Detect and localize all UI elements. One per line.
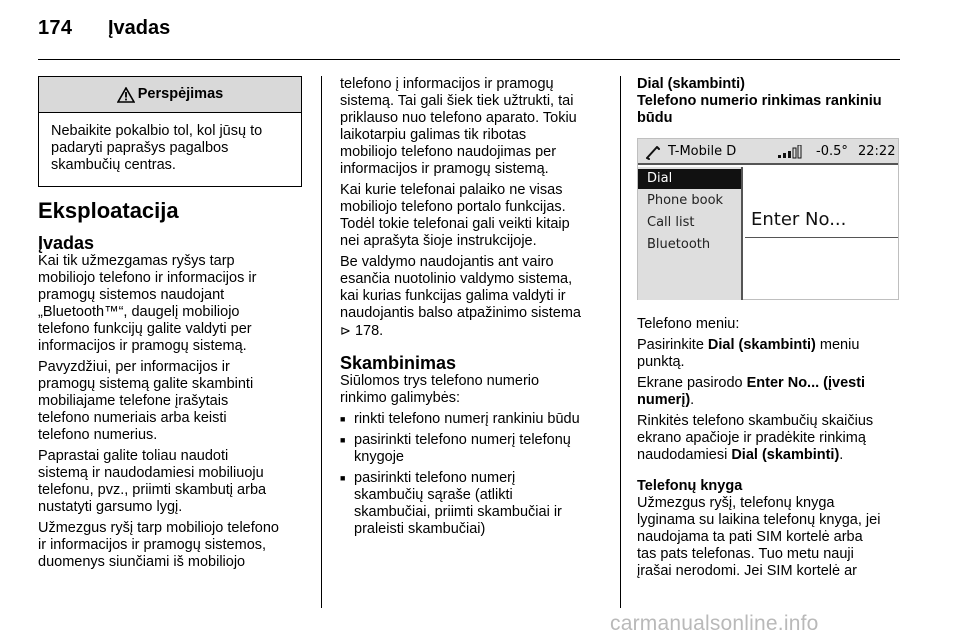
text-line: praleisti skambučiai)	[354, 521, 486, 537]
menu-item-dial[interactable]: Dial	[638, 169, 741, 189]
text-line: Kai kurie telefonai palaiko ne visas	[340, 182, 563, 198]
subsection-heading	[637, 93, 902, 127]
screen-divider	[745, 237, 898, 238]
text-line: skambučiai, priimti skambučiai ir	[354, 504, 562, 520]
column-2	[340, 76, 603, 542]
paragraph	[38, 448, 302, 516]
text-line: mobiliojo telefono naudojimas per	[340, 144, 557, 160]
text-line: telefonu, pvz., priimti skambutį arba	[38, 482, 267, 498]
paragraph	[38, 359, 302, 444]
paragraph	[340, 373, 603, 407]
menu-item-phone-book[interactable]: Phone book	[647, 193, 724, 208]
clock-time: 22:22	[858, 144, 896, 159]
section-heading: Eksploatacija	[38, 198, 179, 223]
text-line: ■ pasirinkti telefono numerį telefonų	[354, 432, 571, 448]
text-line: telefono numerius.	[38, 427, 158, 443]
text-line: duomenys siunčiami iš mobiliojo	[38, 554, 246, 570]
text-line: lyginama su laikina telefonų knyga, jei	[637, 512, 881, 528]
text-span: naudodamiesi	[637, 447, 732, 463]
text-line: pramogų sistemos naudojant	[38, 287, 225, 303]
list-item	[340, 432, 603, 466]
site-watermark: carmanualsonline.info	[610, 612, 819, 635]
text-line: telefono į informacijos ir pramogų	[340, 76, 554, 92]
text-line: informacijos ir pramogų sistemą.	[38, 338, 247, 354]
text-line: Užmezgus ryšį, telefonų knyga	[637, 495, 835, 511]
paragraph	[38, 253, 302, 355]
text-span: meniu	[815, 337, 860, 353]
warning-header	[39, 77, 301, 113]
text-span: .	[690, 392, 695, 408]
menu-item-call-list[interactable]: Call list	[647, 215, 695, 230]
list-item	[340, 411, 603, 428]
paragraph	[340, 76, 603, 178]
text-line: knygoje	[354, 449, 404, 465]
text-line: Užmezgus ryšį tarp mobiliojo telefono	[38, 520, 279, 536]
enter-number-prompt: Enter No...	[751, 209, 847, 230]
paragraph	[637, 413, 902, 464]
text-line: Nebaikite pokalbio tol, kol jūsų to	[51, 123, 263, 139]
text-line: Kai tik užmezgamas ryšys tarp	[38, 253, 235, 269]
text-line: Todėl tokie telefonai gali veikti kitaip	[340, 216, 570, 232]
text-span: Pasirinkite	[637, 337, 708, 353]
text-line: „Bluetooth™“, daugelį mobiliojo	[38, 304, 240, 320]
page-ref-number: 178.	[354, 323, 384, 339]
text-line: nustatyti garsumo lygį.	[38, 499, 183, 515]
subsection-heading: Įvadas	[38, 233, 95, 253]
screen-menu	[638, 167, 743, 300]
section-heading: Dial (skambinti)	[637, 76, 745, 92]
text-line: nei aprašyta šioje instrukcijoje.	[340, 233, 537, 249]
text-line: pramogų sistemą galite skambinti	[38, 376, 254, 392]
page-reference[interactable]	[340, 322, 603, 340]
phone-handset-icon	[645, 144, 661, 160]
text-line: informacijos ir pramogų sistemą.	[340, 161, 549, 177]
page-number: 174	[38, 17, 73, 39]
warning-text	[39, 113, 301, 174]
text-line: skambučių sąraše (atlikti	[354, 487, 513, 503]
section-heading: Telefonų knyga	[637, 478, 743, 494]
text-span: Ekrane pasirodo	[637, 375, 747, 391]
signal-strength-icon	[778, 145, 804, 159]
paragraph	[637, 495, 902, 580]
menu-term: Dial (skambinti)	[731, 447, 840, 463]
section-heading: Skambinimas	[340, 353, 457, 373]
text-line: esančia nuotolinio valdymo sistema,	[340, 271, 573, 287]
text-line: Rinkitės telefono skambučių skaičius	[637, 413, 874, 429]
text-line: mobiliojo telefono portalo funkcijas.	[340, 199, 566, 215]
paragraph	[637, 337, 902, 371]
text-line: telefono funkcijų galite valdyti per	[38, 321, 252, 337]
text-line: įrašai nerodomi. Jei SIM kortelė ar	[637, 563, 857, 579]
caption: Telefono meniu:	[637, 316, 740, 332]
menu-term: Dial (skambinti)	[707, 337, 816, 353]
dial-options-list	[340, 411, 603, 538]
list-item	[340, 470, 603, 538]
text-line: Be valdymo naudojantis ant vairo	[340, 254, 554, 270]
column-divider-2	[620, 76, 621, 608]
column-3	[637, 76, 902, 584]
text-line: mobiliajame telefone įrašytais	[38, 393, 229, 409]
phone-menu-screenshot	[637, 138, 899, 300]
text-line: skambučių centras.	[51, 157, 176, 173]
text-line: būdu	[637, 110, 673, 126]
text-line: ■ pasirinkti telefono numerį	[354, 470, 516, 486]
text-line: laikotarpiu galimas tik ribotas	[340, 127, 527, 143]
outside-temperature: -0.5°	[816, 144, 848, 159]
text-line: tas pats telefonas. Tuo metu nauji	[637, 546, 854, 562]
text-line: mobiliojo telefono ir informacijos ir	[38, 270, 257, 286]
paragraph	[340, 182, 603, 250]
page-ref-arrow-icon: ⊳	[340, 323, 351, 338]
text-line: ■ rinkti telefono numerį rankiniu būdu	[354, 411, 580, 427]
text-line: priklauso nuo telefono aparato. Tokiu	[340, 110, 577, 126]
paragraph	[340, 254, 603, 340]
paragraph	[38, 520, 302, 571]
text-line: Pavyzdžiui, per informacijos ir	[38, 359, 230, 375]
text-line: Siūlomos trys telefono numerio	[340, 373, 540, 389]
text-line: telefono numeriais arba keisti	[38, 410, 227, 426]
text-line: kai kurias funkcijas galima valdyti ir	[340, 288, 566, 304]
page-header	[38, 17, 900, 60]
text-line: Telefono numerio rinkimas rankiniu	[637, 93, 882, 109]
warning-triangle-icon	[117, 87, 135, 103]
text-line: Paprastai galite toliau naudoti	[38, 448, 229, 464]
warning-box	[38, 76, 302, 187]
column-divider-1	[321, 76, 322, 608]
column-1	[38, 76, 302, 575]
text-line: padaryti paprašys pagalbos	[51, 140, 229, 156]
text-line: ekrano apačioje ir pradėkite rinkimą	[637, 430, 866, 446]
chapter-title: Įvadas	[108, 17, 171, 39]
text-line: ir informacijos ir pramogų sistemos,	[38, 537, 267, 553]
text-line: sistemą ir naudodamiesi mobiliuoju	[38, 465, 264, 481]
text-span: .	[839, 447, 844, 463]
menu-term: numerį)	[637, 392, 691, 408]
text-line: rinkimo galimybės:	[340, 390, 461, 406]
text-line: naudojama ta pati SIM kortelė arba	[637, 529, 863, 545]
text-line: naudojantis balso atpažinimo sistema	[340, 305, 581, 321]
screen-status-bar	[638, 139, 898, 165]
text-line: punktą.	[637, 354, 685, 370]
carrier-name: T-Mobile D	[668, 144, 737, 159]
menu-item-bluetooth[interactable]: Bluetooth	[647, 237, 711, 252]
warning-title: Perspėjimas	[137, 86, 224, 102]
text-line: sistemą. Tai gali šiek tiek užtrukti, tai	[340, 93, 574, 109]
paragraph	[637, 375, 902, 409]
menu-term: Enter No... (įvesti	[746, 375, 866, 391]
